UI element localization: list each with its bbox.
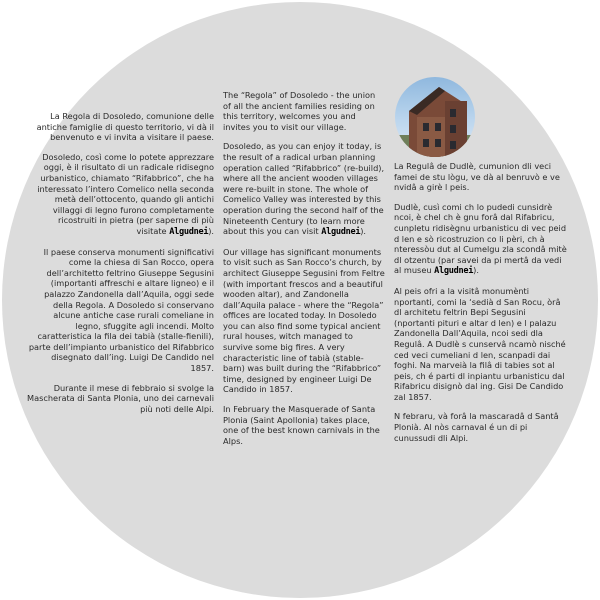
stone-house-icon (395, 77, 475, 157)
english-paragraph-rifabbrico-text: Dosoledo, as you can enjoy it today, is the result of a radical urban planning operation called “Rifabbrico” (re-build), where all the ancient wooden villages were re-built in stone. The whole of Comelico Valley was interested by this operation during the second half of the Nineteenth Century (to learn more about this you can visit (223, 141, 385, 237)
english-paragraph-carnival: In February the Masquerade of Santa Plonia (Saint Apollonia) takes place, one of the best known carnivals in the Alps. (223, 404, 380, 446)
museum-name-link[interactable]: Algudnei (169, 226, 209, 237)
italian-paragraph-rifabbrico-text: Dosoledo, così come lo potete apprezzare oggi, è il risultato di un radicale ridisegno urbanistico, chiamato “Rifabbrico”, che ha interessato l’intero Comelico nella seconda metà dell’ottocento, quando gli antichi villaggi di legno furono completamente ricostruiti in pietra (per saperne di più visitate (37, 151, 214, 236)
ladin-paragraph-monuments: Al peis ofri a la visitâ monumènti nportanti, comi la ‘sedià d San Rocu, òrâ dl architetu feltrin Bepi Segusini (nportanti pituri e altar d len) e l palazu Zandonella Dall’Aquila, ncoi sedi dla Regulâ. A Dudlè s cunservâ ncamò nisché ced veci cumeliani d len, scanpadi dai foghi. Na marveià la filâ di tabies sot al peis, ch é parti dl inpiantu urbanisticu dal Rifabricu disignò dal ing. Gisi De Candido zal 1857. (394, 285, 566, 402)
ladin-paragraph-rifabricu-end: ). (473, 265, 479, 276)
museum-name-link[interactable]: Algudnei (434, 266, 474, 277)
english-paragraph-welcome: The “Regola” of Dosoledo - the union of all the ancient families residing on this territory, welcomes you and invites you to visit our village. (223, 90, 376, 132)
english-text-column (223, 90, 385, 455)
ladin-paragraph-rifabricu (394, 202, 569, 277)
ladin-paragraph-rifabricu-text: Dudlè, cusì comi ch lo pudedi cunsidrè ncoi, è chel ch è gnu forâ dal Rifabricu, cunpletu ridisègnu urbanisticu di vec peid d len e sò ricostruzion co li pèri, ch à nteressòu dut al Cumelgu zla scondâ mitè dl otzentu (par savei da pi mertâ da vedi al museu (394, 201, 567, 276)
english-paragraph-rifabbrico (223, 141, 385, 237)
stone-house-photo (395, 77, 475, 157)
italian-paragraph-carnival: Durante il mese di febbraio si svolge la Mascherata di Santa Plonia, uno dei carnevali più noti delle Alpi. (27, 382, 214, 414)
english-paragraph-monuments: Our village has significant monuments to visit such as San Rocco’s church, by architect Giuseppe Segusini from Feltre (with important frescos and a beautiful wooden altar), and Zandonella dall’Aquila palace - where the “Regola” offices are located today. In Dosoledo you can also find some typical ancient rural houses, witch managed to survive some big fires. A very characteristic line of tabià (stable-barn) was built during the “Rifabbrico” time, designed by engineer Luigi De Candido in 1857. (223, 246, 385, 395)
museum-name-link[interactable]: Algudnei (321, 227, 361, 238)
italian-paragraph-monuments: Il paese conserva monumenti significativi come la chiesa di San Rocco, opera dell’architetto feltrino Giuseppe Segusini (importanti affreschi e altare ligneo) e il palazzo Zandonella dall’Aquila, oggi sede della Regola. A Dosoledo si conservano alcune antiche case rurali comeliane in legno, sfuggite agli incendi. Molto caratteristica la fila dei tabià (stalle-fienili), parte dell’impianto urbanistico del Rifabbrico disegnato dall’ing. Luigi De Candido nel 1857. (28, 246, 214, 374)
ladin-text-column (394, 161, 569, 452)
italian-paragraph-welcome: La Regola di Dosoledo, comunione delle antiche famiglie di questo territorio, vi dà il benvenuto e vi invita a visitare il paese. (36, 111, 214, 143)
english-paragraph-rifabbrico-end: ). (360, 226, 367, 237)
italian-paragraph-rifabbrico (26, 152, 214, 238)
italian-text-column (26, 111, 214, 423)
italian-paragraph-rifabbrico-end: ). (208, 225, 214, 236)
ladin-paragraph-welcome: La Regulâ de Dudlè, cumunion dli veci famei de stu lògu, ve dà al benruvò e ve nvidâ a girè l peis. (394, 161, 560, 193)
ladin-paragraph-carnival: N febraru, và forâ la mascaradâ d Santâ Plonià. Al nòs carnaval é un di pi cunussudi dli Alpi. (394, 411, 559, 443)
